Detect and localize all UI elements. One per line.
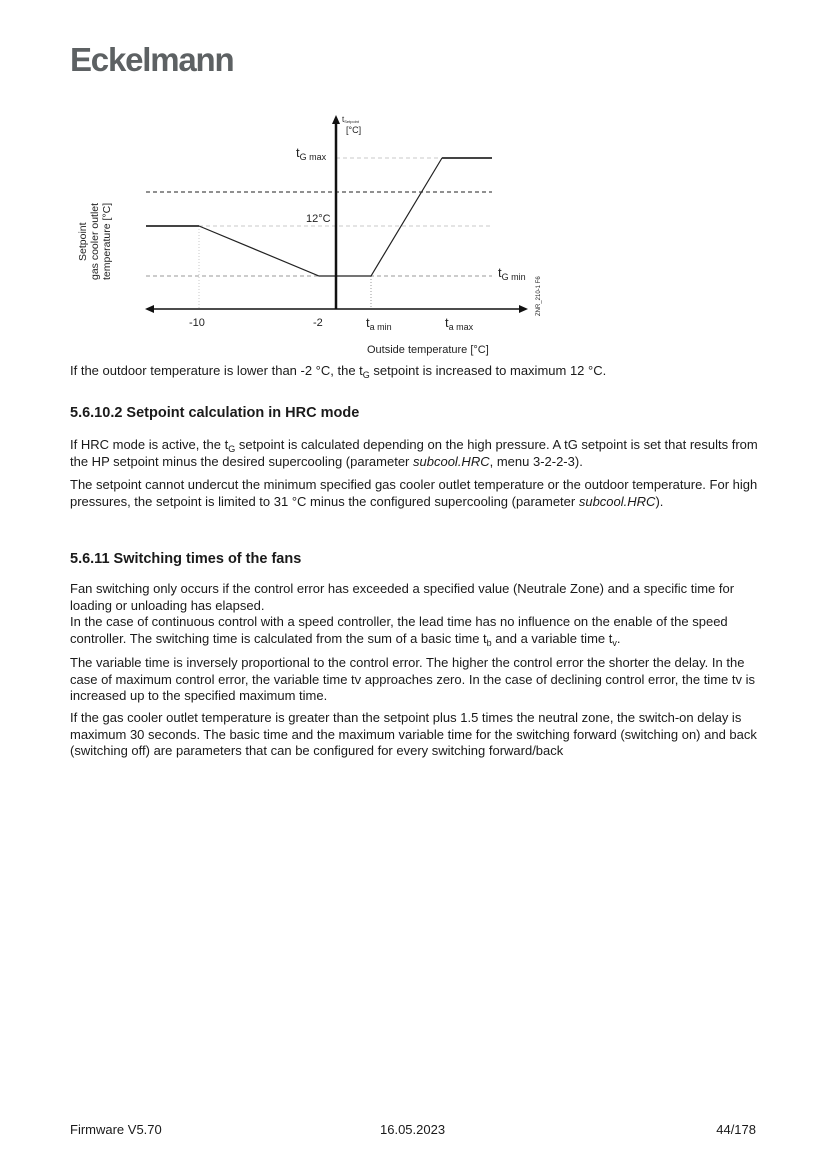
y-axis-side-label xyxy=(77,203,113,280)
x-axis-right-arrow-icon xyxy=(519,305,528,313)
footer-date: 16.05.2023 xyxy=(380,1122,446,1137)
hrc-paragraph-1: If HRC mode is active, the $t_G$ setpoint is calculated depending on the high pressure. A tG setpoint is set that results from the HP setpoint minus the desired supercooling (parameter subcool.HRC, menu 3-2-2-3). xyxy=(70,437,758,469)
y-axis-arrow-icon xyxy=(332,115,340,124)
svg-text:Setpoint: Setpoint xyxy=(77,222,89,261)
x-axis-left-arrow-icon xyxy=(145,305,154,313)
intro-paragraph: If the outdoor temperature is lower than -2 °C, the $t_G$ setpoint is increased to maximum 12 °C. xyxy=(70,363,607,380)
ta-min-label: $t_{a min}$ xyxy=(366,315,392,332)
section-heading-fans: 5.6.11 Switching times of the fans xyxy=(70,551,302,567)
svg-text:ZNR_210-1 F6: ZNR_210-1 F6 xyxy=(536,276,542,316)
tg-max-label: $t_{G max}$ xyxy=(296,145,327,162)
tg-min-label: $t_{G min}$ xyxy=(498,265,526,282)
figure-id xyxy=(536,276,542,316)
svg-text:temperature [°C]: temperature [°C] xyxy=(101,202,113,280)
12c-label: 12°C xyxy=(306,213,331,225)
setpoint-chart-svg xyxy=(0,0,827,360)
eckelmann-logo: Eckelmann xyxy=(70,41,234,78)
footer-firmware: Firmware V5.70 xyxy=(70,1122,162,1137)
fans-paragraph-1a: Fan switching only occurs if the control error has exceeded a specified value (Neutrale Zone) and a specific time for loading or unloading has elapsed. xyxy=(70,581,735,613)
y-axis-unit: [°C] xyxy=(346,125,362,135)
fans-paragraph-1b: In the case of continuous control with a speed controller, the lead time has no influence on the enable of the speed controller. The switching time is calculated from the sum of a basic time $t_b$ and a variable time $t_v$. xyxy=(70,614,728,648)
ta-max-label: $t_{a max}$ xyxy=(445,315,474,332)
hrc-paragraph-2: The setpoint cannot undercut the minimum specified gas cooler outlet temperature or the outdoor temperature. For high pressures, the setpoint is limited to 31 °C minus the configured supercooling (parameter subcool.HRC). xyxy=(70,477,758,509)
x-axis-label: Outside temperature [°C] xyxy=(367,344,489,356)
fans-paragraph-3: If the gas cooler outlet temperature is greater than the setpoint plus 1.5 times the neutral zone, the switch-on delay is maximum 30 seconds. The basic time and the maximum variable time for the switching forward (switching on) and back (switching off) are parameters that can be configured for every switching forward/back xyxy=(70,710,757,758)
section-heading-hrc: 5.6.10.2 Setpoint calculation in HRC mode xyxy=(70,405,360,421)
x-tick-minus2: -2 xyxy=(313,317,323,329)
svg-text:gas cooler outlet: gas cooler outlet xyxy=(89,202,101,280)
fans-paragraph-2: The variable time is inversely proportional to the control error. The higher the control error the shorter the delay. In the case of maximum control error, the variable time tv approaches zero. In the case of declining control error, the time tv is increased up to the specified maximum time. xyxy=(70,655,755,703)
x-tick-minus10: -10 xyxy=(189,317,205,329)
setpoint-diagram xyxy=(0,0,827,360)
footer-page-number: 44/178 xyxy=(716,1122,756,1137)
y-axis-symbol: tSetpoint xyxy=(342,115,359,124)
